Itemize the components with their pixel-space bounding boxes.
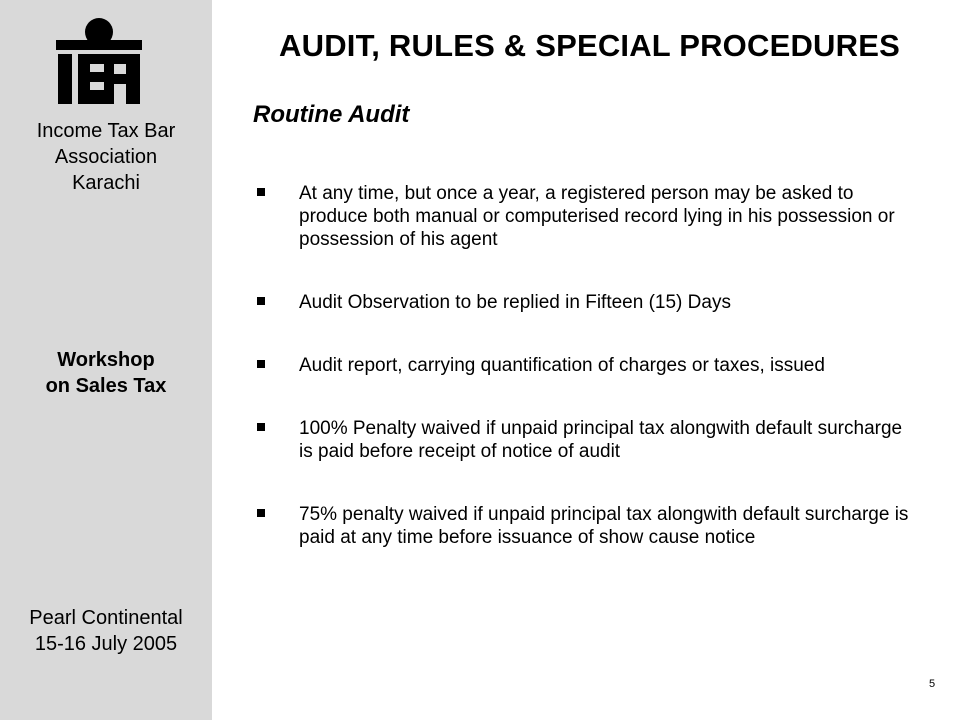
workshop-name — [0, 347, 212, 399]
bullet-text: 100% Penalty waived if unpaid principal tax alongwith default surcharge is paid before receipt of notice of audit — [299, 418, 903, 462]
bullet-item — [253, 354, 913, 377]
slide-title: AUDIT, RULES & SPECIAL PROCEDURES — [279, 28, 900, 63]
org-line: Karachi — [72, 172, 140, 194]
org-line: Association — [54, 146, 158, 168]
venue-date: 15-16 July 2005 — [34, 633, 178, 655]
bullet-item — [253, 503, 913, 549]
slide-subtitle: Routine Audit — [253, 101, 410, 128]
bullet-square-icon — [257, 360, 265, 368]
bullet-item — [253, 291, 913, 314]
workshop-line: Workshop — [57, 349, 155, 371]
bullet-item — [253, 417, 913, 463]
bullet-list — [253, 182, 913, 549]
org-line: Income Tax Bar — [36, 120, 176, 142]
bullet-square-icon — [257, 423, 265, 431]
venue-info — [0, 605, 212, 657]
organization-name — [0, 118, 212, 196]
venue-line: Pearl Continental — [29, 607, 183, 629]
bullet-text: Audit Observation to be replied in Fifteen (15) Days — [299, 292, 731, 313]
bullet-square-icon — [257, 297, 265, 305]
workshop-line: on Sales Tax — [45, 375, 167, 397]
bullet-square-icon — [257, 188, 265, 196]
bullet-item — [253, 182, 913, 251]
bullet-text: Audit report, carrying quantification of charges or taxes, issued — [299, 355, 825, 376]
bullet-text: At any time, but once a year, a registered person may be asked to produce both manual or computerised record lying in his possession or possession of his agent — [299, 183, 895, 250]
bullet-square-icon — [257, 509, 265, 517]
itba-logo-icon — [56, 18, 142, 106]
page-number: 5 — [929, 678, 936, 690]
bullet-text: 75% penalty waived if unpaid principal tax alongwith default surcharge is paid at any time before issuance of show cause notice — [299, 504, 909, 548]
sidebar — [0, 0, 212, 720]
